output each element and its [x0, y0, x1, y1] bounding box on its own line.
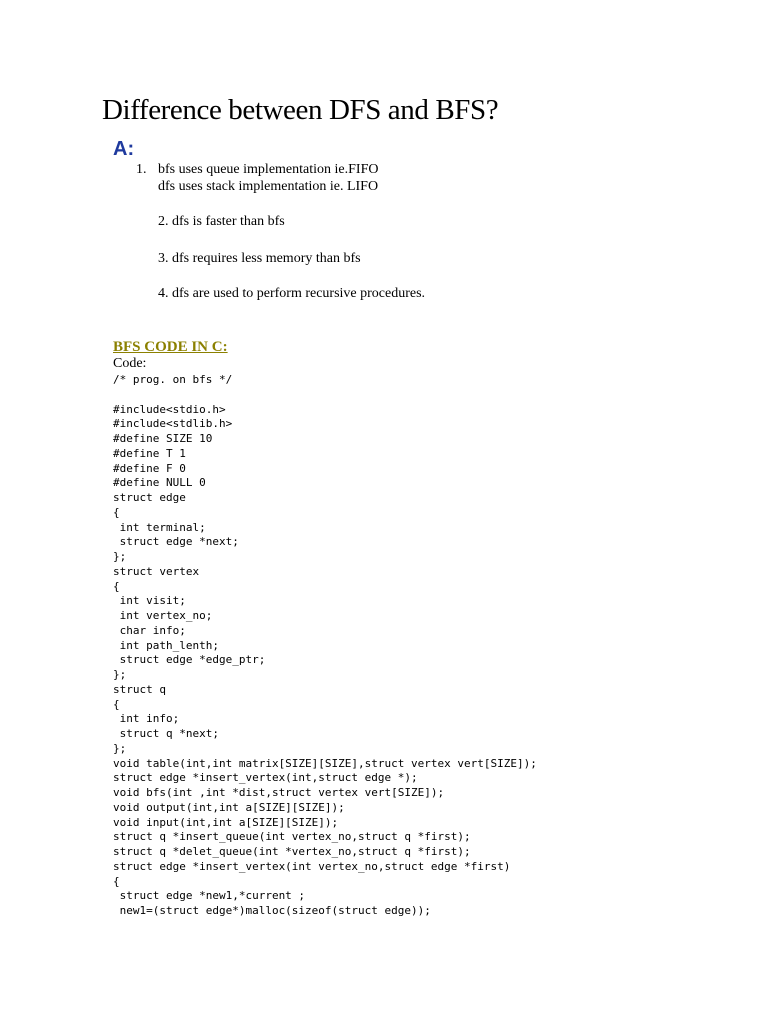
answer-label: A:	[113, 138, 135, 160]
code-block: /* prog. on bfs */ #include<stdio.h> #include<stdlib.h> #define SIZE 10 #define T 1 #define F 0 #define NULL 0 struct edge { int terminal; struct edge *next; }; struct vertex { int visit; int vertex_no; char info; int path_lenth; struct edge *edge_ptr; }; struct q { int info; struct q *next; }; void table(int,int matrix[SIZE][SIZE],struct vertex vert[SIZE]); struct edge *insert_vertex(int,struct edge *); void bfs(int ,int *dist,struct vertex vert[SIZE]); void output(int,int a[SIZE][SIZE]); void input(int,int a[SIZE][SIZE]); struct q *insert_queue(int vertex_no,struct q *first); struct q *delet_queue(int *vertex_no,struct q *first); struct edge *insert_vertex(int vertex_no,struct edge *first) { struct edge *new1,*current ; new1=(struct edge*)malloc(sizeof(struct edge));	[113, 373, 537, 917]
point-2: 2. dfs is faster than bfs	[158, 214, 285, 229]
point-3: 3. dfs requires less memory than bfs	[158, 251, 361, 266]
page-title: Difference between DFS and BFS?	[102, 94, 499, 126]
code-heading: BFS CODE IN C:	[113, 339, 228, 355]
point-1-line-2: dfs uses stack implementation ie. LIFO	[158, 179, 379, 194]
point-1-line-1: bfs uses queue implementation ie.FIFO	[158, 162, 379, 177]
point-4: 4. dfs are used to perform recursive procedures.	[158, 286, 426, 301]
point-1-number: 1.	[136, 162, 147, 177]
code-label: Code:	[113, 356, 147, 371]
